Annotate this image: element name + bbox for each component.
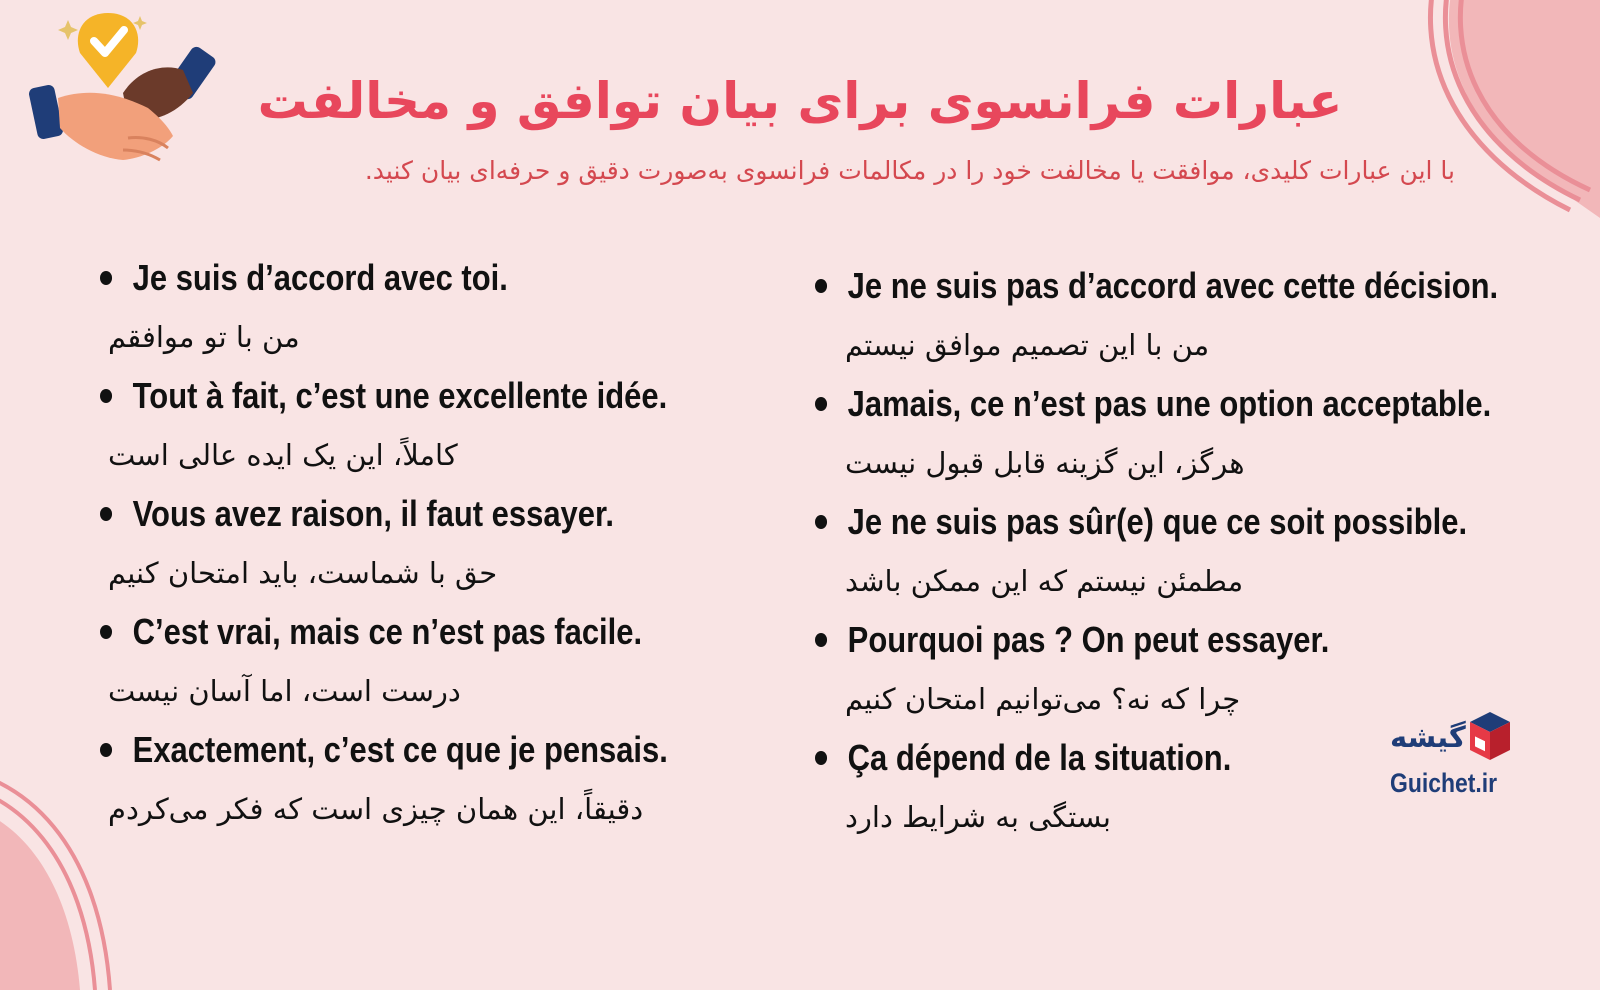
- list-item: [815, 494, 1575, 612]
- page-title: عبارات فرانسوی برای بیان توافق و مخالفت: [257, 72, 1343, 130]
- list-item: [100, 604, 800, 722]
- french-phrase: C’est vrai, mais ce n’est pas facile.: [132, 611, 643, 652]
- french-phrase: Ça dépend de la situation.: [847, 737, 1232, 778]
- persian-translation: درست است، اما آسان نیست: [108, 674, 461, 708]
- decorative-curves-right: [1400, 0, 1600, 260]
- bullet-icon: [815, 515, 827, 529]
- logo-text-fa: گیشه: [1390, 720, 1466, 754]
- list-item: [100, 368, 800, 486]
- list-item: [100, 486, 800, 604]
- bullet-icon: [100, 625, 112, 639]
- french-phrase: Tout à fait, c’est une excellente idée.: [132, 375, 668, 416]
- persian-translation: دقیقاً، این همان چیزی است که فکر می‌کردم: [108, 792, 644, 826]
- french-phrase: Vous avez raison, il faut essayer.: [132, 493, 614, 534]
- french-phrase: Je suis d’accord avec toi.: [132, 257, 508, 298]
- persian-translation: هرگز، این گزینه قابل قبول نیست: [845, 446, 1245, 480]
- kiosk-icon: [1466, 710, 1514, 762]
- persian-translation: مطمئن نیستم که این ممکن باشد: [845, 564, 1244, 598]
- persian-translation: من با این تصمیم موافق نیستم: [845, 328, 1210, 362]
- persian-translation: کاملاً، این یک ایده عالی است: [108, 438, 458, 472]
- french-phrase: Je ne suis pas sûr(e) que ce soit possible.: [847, 501, 1468, 542]
- bullet-icon: [815, 397, 827, 411]
- french-phrase: Exactement, c’est ce que je pensais.: [132, 729, 668, 770]
- french-phrase: Jamais, ce n’est pas une option acceptable.: [847, 383, 1492, 424]
- french-phrase: Je ne suis pas d’accord avec cette décision.: [847, 265, 1499, 306]
- guichet-logo: [1390, 712, 1510, 812]
- persian-translation: حق با شماست، باید امتحان کنیم: [108, 556, 498, 590]
- logo-text-en: Guichet.ir: [1390, 768, 1498, 798]
- persian-translation: من با تو موافقم: [108, 320, 300, 354]
- persian-translation: بستگی به شرایط دارد: [845, 800, 1111, 834]
- bullet-icon: [815, 633, 827, 647]
- agreement-phrases-list: [100, 250, 800, 840]
- list-item: [100, 250, 800, 368]
- list-item: [815, 376, 1575, 494]
- persian-translation: چرا که نه؟ می‌توانیم امتحان کنیم: [845, 682, 1241, 716]
- list-item: [815, 258, 1575, 376]
- page-subtitle: با این عبارات کلیدی، موافقت یا مخالفت خود را در مکالمات فرانسوی به‌صورت دقیق و حرفه‌ای بیان کنید.: [364, 156, 1455, 185]
- french-phrase: Pourquoi pas ? On peut essayer.: [847, 619, 1330, 660]
- list-item: [100, 722, 800, 840]
- bullet-icon: [100, 507, 112, 521]
- bullet-icon: [100, 271, 112, 285]
- bullet-icon: [815, 279, 827, 293]
- bullet-icon: [100, 743, 112, 757]
- bullet-icon: [100, 389, 112, 403]
- bullet-icon: [815, 751, 827, 765]
